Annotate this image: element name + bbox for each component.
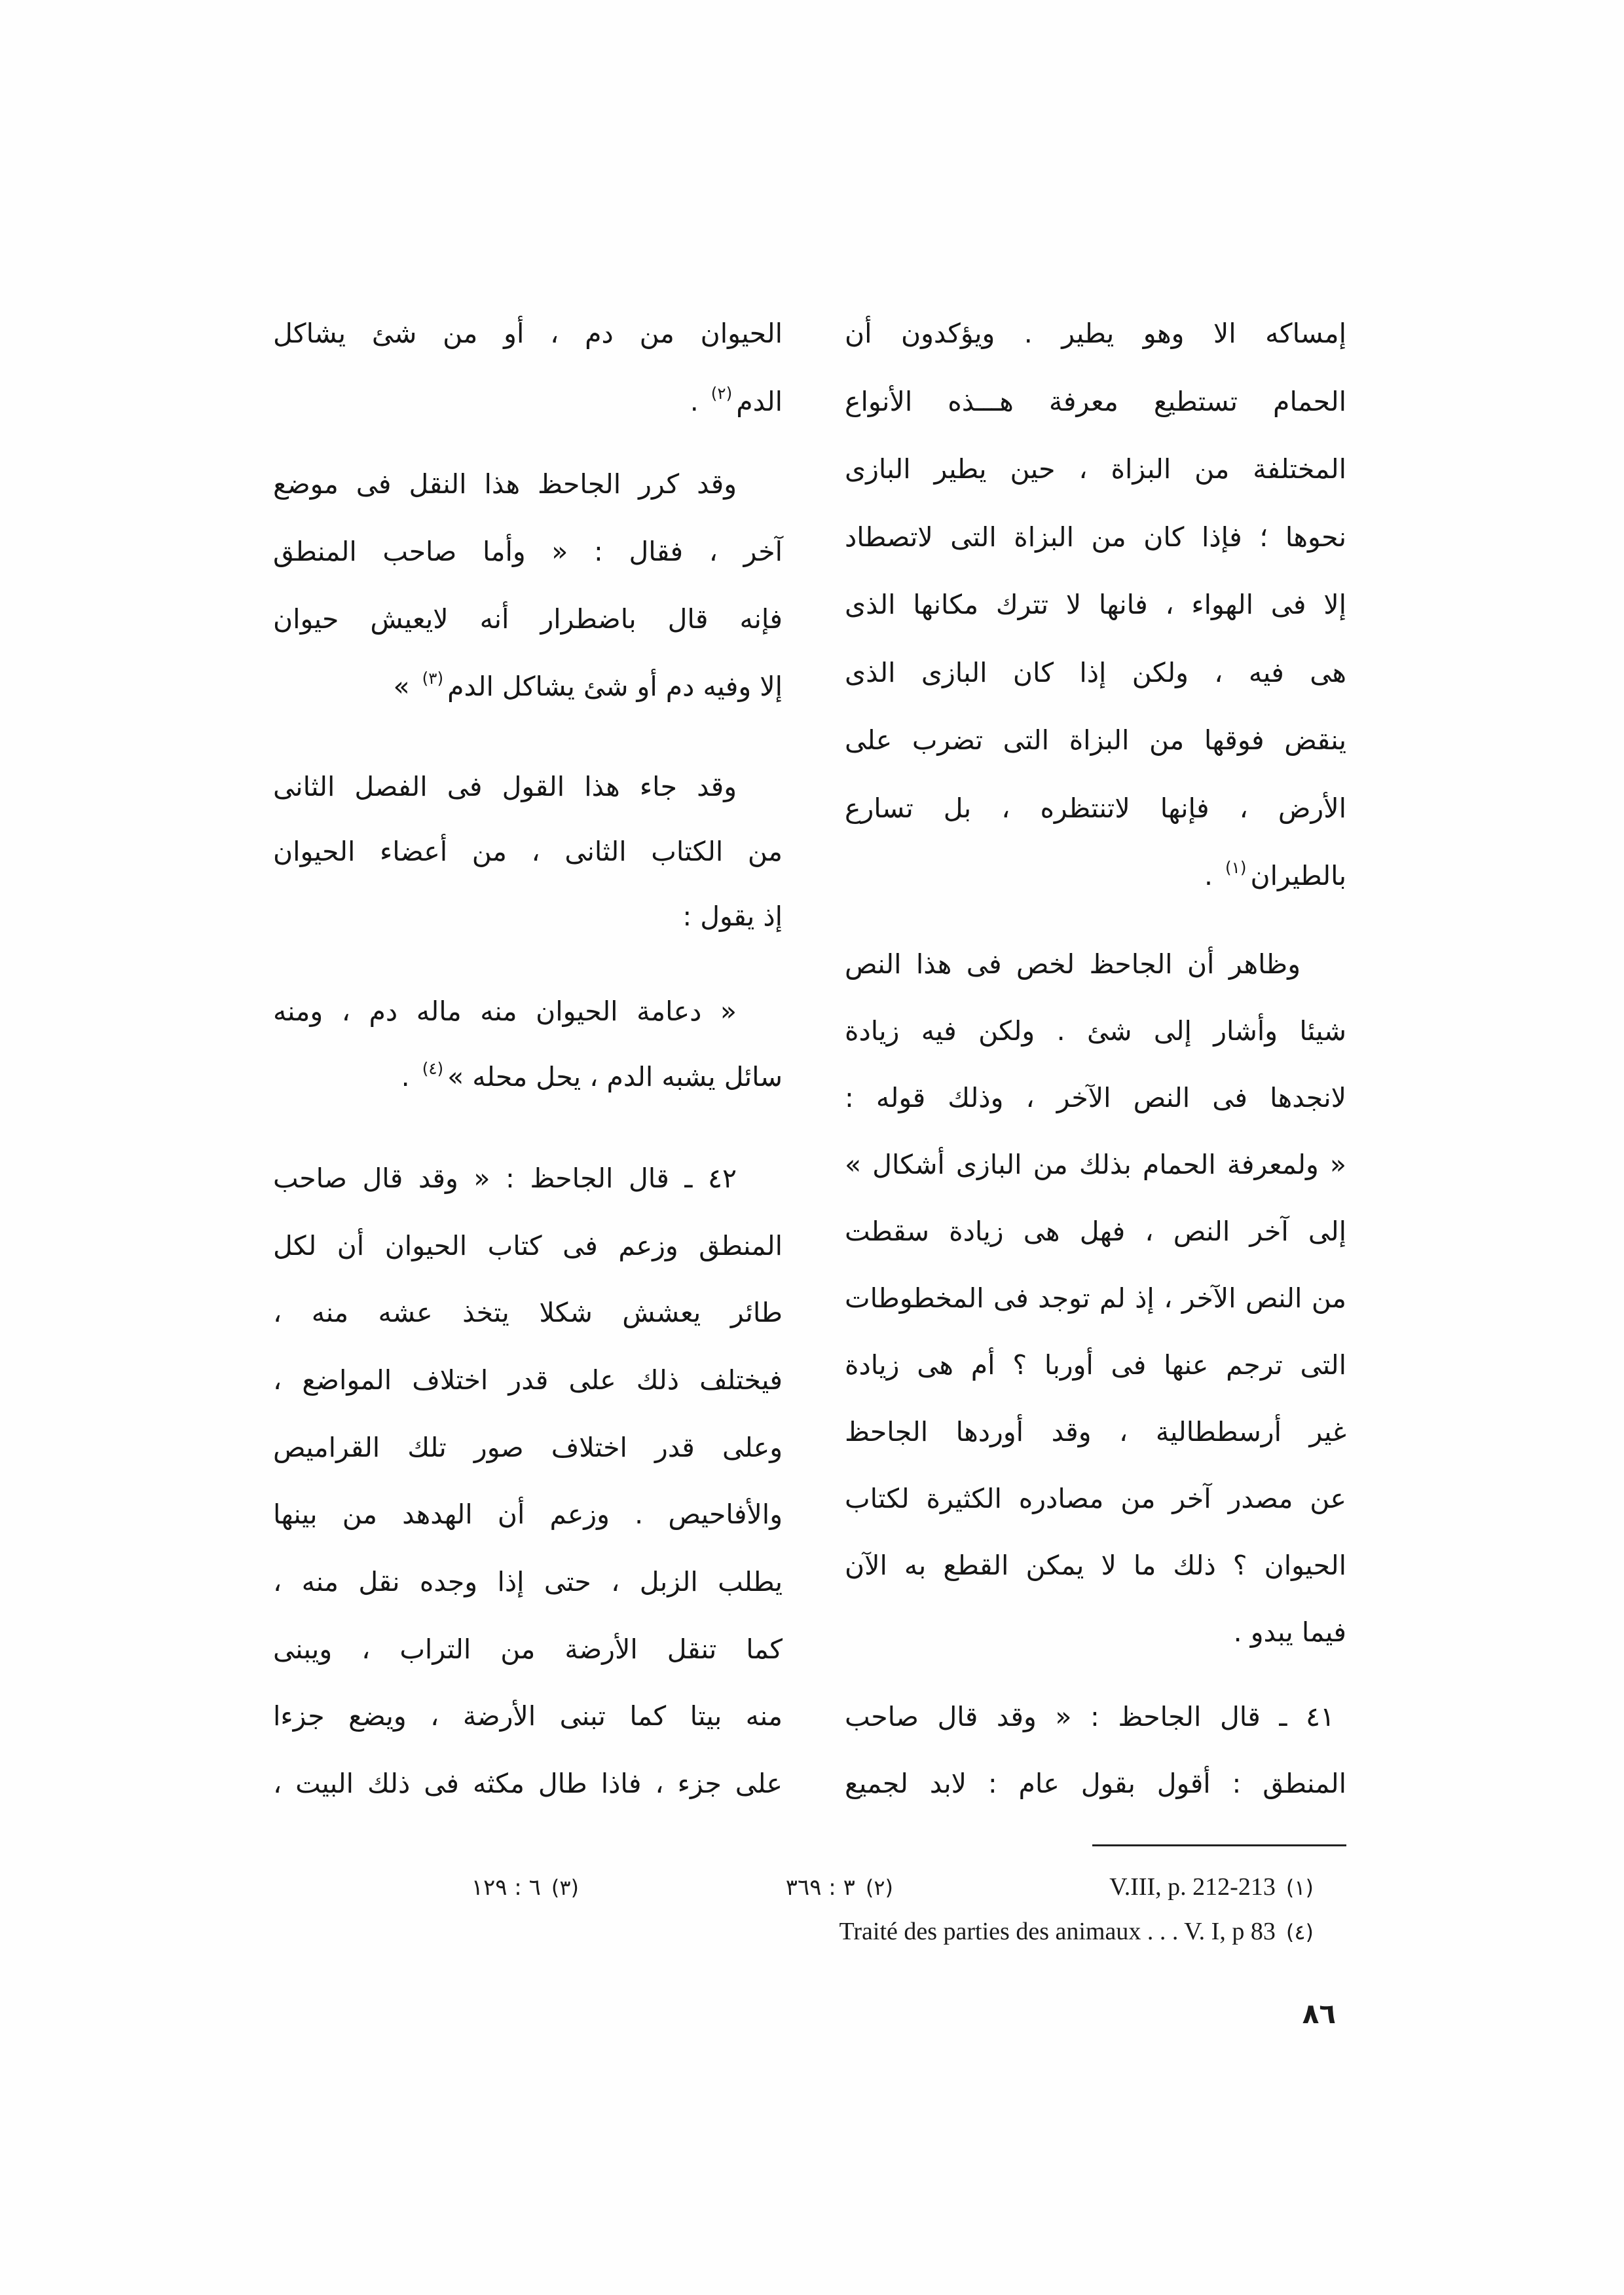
text-line: إلى آخر النص ، فهل هى زيادة سقطت bbox=[845, 1216, 1346, 1247]
text-line: المختلفة من البزاة ، حين يطير البازى bbox=[845, 453, 1346, 485]
line-text: سائل يشبه الدم ، يحل محله » bbox=[447, 1061, 783, 1092]
text-line: فيختلف ذلك على قدر اختلاف المواضع ، bbox=[273, 1364, 783, 1396]
text-line: فإنه قال باضطرار أنه لايعيش حيوان bbox=[273, 603, 783, 635]
text-line: يطلب الزبل ، حتى إذا وجده نقل منه ، bbox=[273, 1566, 783, 1597]
footnote-reference: (١) bbox=[1225, 857, 1247, 877]
text-line: ٤١ ـ قال الجاحظ : « وقد قال صاحب bbox=[845, 1701, 1335, 1732]
text-line: وظاهر أن الجاحظ لخص فى هذا النص bbox=[845, 948, 1301, 980]
text-line: « ولمعرفة الحمام بذلك من البازى أشكال » bbox=[845, 1149, 1346, 1180]
text-line bbox=[845, 856, 1346, 895]
text-line: من النص الآخر ، إذ لم توجد فى المخطوطات bbox=[845, 1282, 1346, 1314]
text-line: على جزء ، فاذا طال مكثه فى ذلك البيت ، bbox=[273, 1768, 783, 1799]
footnote-marker: (٢) bbox=[865, 1875, 893, 1900]
text-line: والأفاحيص . وزعم أن الهدهد من بينها bbox=[273, 1499, 783, 1530]
page-number: ٨٦ bbox=[1302, 1998, 1336, 2030]
text-line: وقد جاء هذا القول فى الفصل الثانى bbox=[273, 771, 737, 802]
line-text: إلا وفيه دم أو شئ يشاكل الدم bbox=[447, 671, 783, 702]
line-punctuation: » bbox=[393, 671, 418, 702]
footnote-2 bbox=[786, 1871, 893, 1904]
footnote-separator-rule bbox=[1092, 1844, 1346, 1846]
text-line: المنطق وزعم فى كتاب الحيوان أن لكل bbox=[273, 1230, 783, 1261]
text-line: التى ترجم عنها فى أوربا ؟ أم هى زيادة bbox=[845, 1349, 1346, 1381]
text-line: غير أرسططالية ، وقد أوردها الجاحظ bbox=[845, 1416, 1346, 1447]
footnote-reference: (٢) bbox=[710, 383, 733, 403]
text-line: الحيوان من دم ، أو من شئ يشاكل bbox=[273, 318, 783, 349]
footnote-4 bbox=[840, 1915, 1314, 1949]
text-line: وقد كرر الجاحظ هذا النقل فى موضع bbox=[273, 468, 737, 500]
footnote-marker: (٣) bbox=[551, 1875, 579, 1900]
text-line: ينقض فوقها من البزاة التى تضرب على bbox=[845, 724, 1346, 756]
text-line: المنطق : أقول بقول عام : لابد لجميع bbox=[845, 1768, 1346, 1799]
text-line: فيما يبدو . bbox=[1233, 1616, 1346, 1648]
footnote-reference: (٣) bbox=[422, 668, 444, 688]
text-line bbox=[273, 667, 783, 706]
text-line: طائر يعشش شكلا يتخذ عشه منه ، bbox=[273, 1297, 783, 1328]
footnote-reference: (٤) bbox=[422, 1058, 444, 1078]
footnote-text: Traité des parties des animaux . . . V. I, p 83 bbox=[839, 1918, 1276, 1945]
text-line bbox=[273, 1057, 783, 1096]
footnote-text: ٣ : ٣٦٩ bbox=[785, 1875, 855, 1901]
line-punctuation: . bbox=[690, 386, 707, 417]
line-text: الدم bbox=[736, 386, 783, 417]
footnote-marker: (١) bbox=[1285, 1875, 1314, 1900]
footnote-1 bbox=[1109, 1871, 1314, 1904]
footnote-3 bbox=[471, 1871, 579, 1904]
text-line: ٤٢ ـ قال الجاحظ : « وقد قال صاحب bbox=[273, 1163, 737, 1194]
text-line: نحوها ؛ فإذا كان من البزاة التى لاتصطاد bbox=[845, 521, 1346, 553]
text-line: وعلى قدر اختلاف صور تلك القراميص bbox=[273, 1432, 783, 1463]
footnote-marker: (٤) bbox=[1285, 1920, 1314, 1945]
text-line: عن مصدر آخر من مصادره الكثيرة لكتاب bbox=[845, 1483, 1346, 1514]
text-line: شيئا وأشار إلى شئ . ولكن فيه زيادة bbox=[845, 1015, 1346, 1047]
text-line: إلا فى الهواء ، فانها لا تترك مكانها الذى bbox=[845, 589, 1346, 620]
text-line: منه بيتا كما تبنى الأرضة ، ويضع جزءا bbox=[273, 1700, 783, 1732]
line-punctuation: . bbox=[1204, 860, 1222, 891]
text-line: « دعامة الحيوان منه ماله دم ، ومنه bbox=[273, 996, 737, 1027]
text-line: إذ يقول : bbox=[682, 901, 783, 932]
text-line: إمساكه الا وهو يطير . ويؤكدون أن bbox=[845, 318, 1346, 349]
line-text: بالطيران bbox=[1250, 860, 1346, 891]
text-line: لانجدها فى النص الآخر ، وذلك قوله : bbox=[845, 1082, 1346, 1113]
text-line: من الكتاب الثانى ، من أعضاء الحيوان bbox=[273, 836, 783, 867]
text-line: هى فيه ، ولكن إذا كان البازى الذى bbox=[845, 657, 1346, 688]
text-line bbox=[273, 382, 783, 421]
text-line: الأرض ، فإنها لاتنتظره ، بل تسارع bbox=[845, 793, 1346, 824]
text-line: كما تنقل الأرضة من التراب ، ويبنى bbox=[273, 1633, 783, 1665]
text-line: الحيوان ؟ ذلك ما لا يمكن القطع به الآن bbox=[845, 1550, 1346, 1581]
line-punctuation: . bbox=[401, 1061, 418, 1092]
text-line: آخر ، فقال : « وأما صاحب المنطق bbox=[273, 536, 783, 567]
text-line: الحمام تستطيع معرفة هـــذه الأنواع bbox=[845, 386, 1346, 417]
footnote-text: ٦ : ١٢٩ bbox=[471, 1875, 541, 1901]
footnote-text: V.III, p. 212-213 bbox=[1109, 1873, 1276, 1901]
